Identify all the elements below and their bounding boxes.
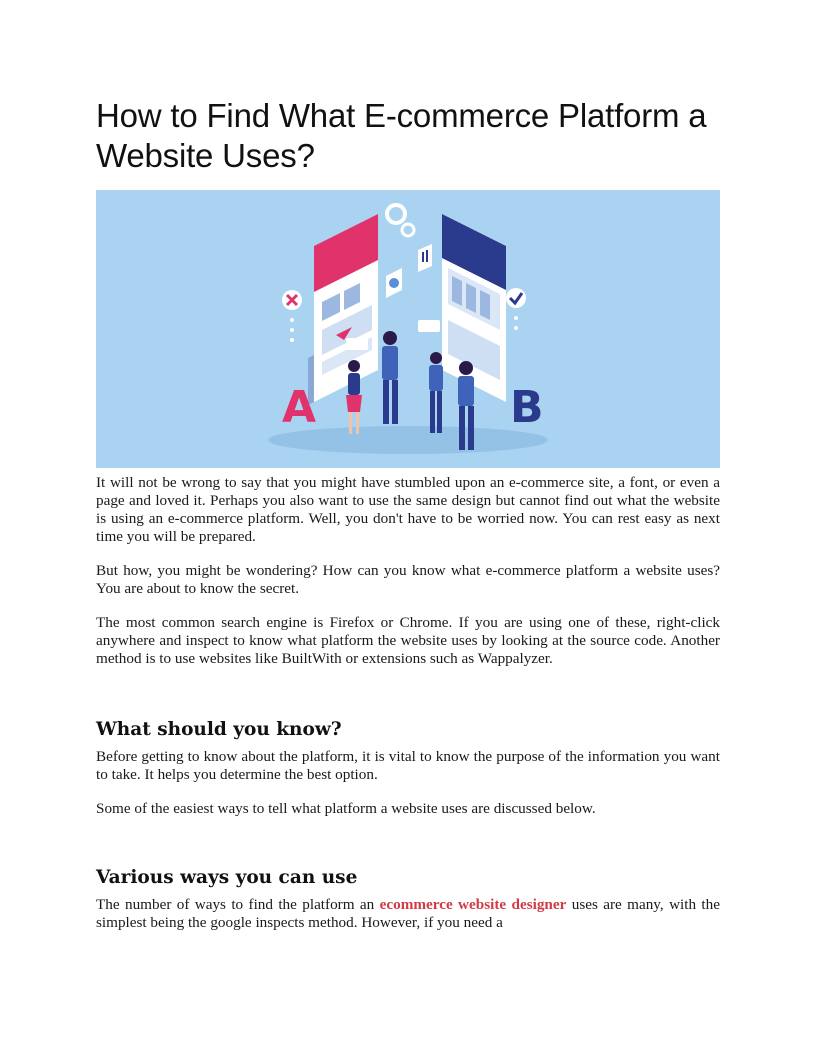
left-website-panel	[308, 214, 378, 405]
person-man-left	[382, 331, 398, 424]
section2-paragraph-1	[96, 896, 720, 932]
person-woman-right	[429, 352, 443, 433]
intro-paragraph-1: It will not be wrong to say that you might have stumbled upon an e-commerce site, a font, or even a page and loved it. Perhaps you also want to use the same design but cannot find out what the website is using an e-commerce platform. Well, you don't have to be worried now. You can rest easy as next time you will be prepared.	[96, 474, 720, 545]
page-title: How to Find What E-commerce Platform a Website Uses?	[96, 97, 707, 174]
right-website-panel	[442, 214, 506, 402]
section-heading-various-ways: Various ways you can use	[96, 867, 358, 888]
letter-a: A	[282, 382, 317, 433]
ab-testing-illustration	[96, 190, 720, 468]
letter-b: B	[510, 382, 544, 433]
hero-illustration	[96, 190, 720, 468]
section-heading-what-should-you-know: What should you know?	[96, 719, 342, 740]
section1-paragraph-2: Some of the easiest ways to tell what platform a website uses are discussed below.	[96, 800, 596, 817]
document-page	[96, 96, 720, 932]
section2-text-after-link: uses are many, with the simplest being the google inspects method. However, if you need a	[96, 896, 720, 931]
section2-text-before-link: The number of ways to find the platform an	[96, 896, 380, 913]
intro-paragraph-3: The most common search engine is Firefox or Chrome. If you are using one of these, right-click anywhere and inspect to know what platform the website uses by looking at the source code. Another method is to use websites like BuiltWith or extensions such as Wappalyzer.	[96, 614, 720, 667]
section1-paragraph-1: Before getting to know about the platform, it is vital to know the purpose of the information you want to take. It helps you determine the best option.	[96, 748, 720, 783]
intro-paragraph-2: But how, you might be wondering? How can you know what e-commerce platform a website uses? You are about to know the secret.	[96, 562, 720, 597]
ecommerce-website-designer-link[interactable]: ecommerce website designer	[379, 896, 567, 913]
